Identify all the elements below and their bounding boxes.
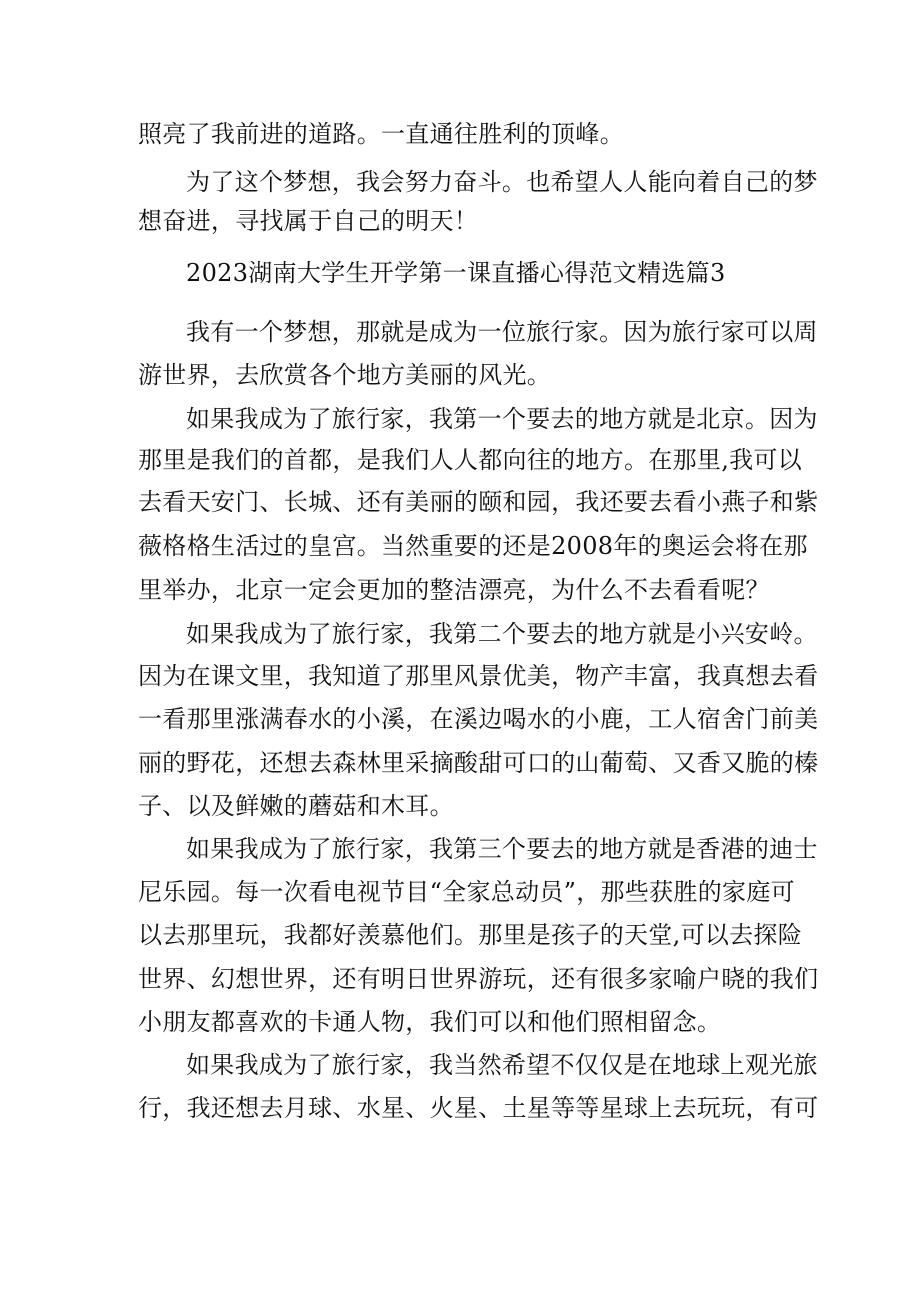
text-line: 行，我还想去月球、水星、火星、土星等等星球上去玩玩，有可 [138,1094,819,1122]
text-line: 想奋进，寻找属于自己的明天！ [138,207,479,235]
text-line: 照亮了我前进的道路。一直通往胜利的顶峰。 [138,120,624,148]
text-line: 去看天安门、长城、还有美丽的颐和园，我还要去看小燕子和紫 [138,488,819,516]
paragraph-start: 如果我成为了旅行家，我当然希望不仅仅是在地球上观光旅 [186,1051,818,1079]
paragraph-start: 如果我成为了旅行家，我第三个要去的地方就是香港的迪士 [186,835,818,863]
text-line: 世界、幻想世界，还有明日世界游玩，还有很多家喻户晓的我们 [138,965,819,993]
text-line: 以去那里玩，我都好羡慕他们。那里是孩子的天堂,可以去探险 [138,921,803,949]
section-heading: 2023湖南大学生开学第一课直播心得范文精选篇3 [186,259,726,287]
text-line: 小朋友都喜欢的卡通人物，我们可以和他们照相留念。 [138,1008,722,1036]
paragraph-start: 我有一个梦想，那就是成为一位旅行家。因为旅行家可以周 [186,318,818,346]
text-line: 游世界，去欣赏各个地方美丽的风光。 [138,361,552,389]
text-line: 里举办，北京一定会更加的整洁漂亮，为什么不去看看呢？ [138,576,770,604]
text-line: 因为在课文里，我知道了那里风景优美，物产丰富，我真想去看 [138,662,819,690]
paragraph-start: 为了这个梦想，我会努力奋斗。也希望人人能向着自己的梦 [186,168,818,196]
text-line: 子、以及鲜嫩的蘑菇和木耳。 [138,792,454,820]
text-line: 那里是我们的首都，是我们人人都向往的地方。在那里,我可以 [138,446,803,474]
text-line: 尼乐园。每一次看电视节目“全家总动员”，那些获胜的家庭可 [138,878,795,906]
paragraph-start: 如果我成为了旅行家，我第一个要去的地方就是北京。因为 [186,405,818,433]
paragraph-start: 如果我成为了旅行家，我第二个要去的地方就是小兴安岭。 [186,620,818,648]
text-line: 丽的野花，还想去森林里采摘酸甜可口的山葡萄、又香又脆的榛 [138,749,819,777]
text-line: 一看那里涨满春水的小溪，在溪边喝水的小鹿，工人宿舍门前美 [138,705,819,733]
text-line: 薇格格生活过的皇宫。当然重要的还是2008年的奥运会将在那 [138,532,808,560]
